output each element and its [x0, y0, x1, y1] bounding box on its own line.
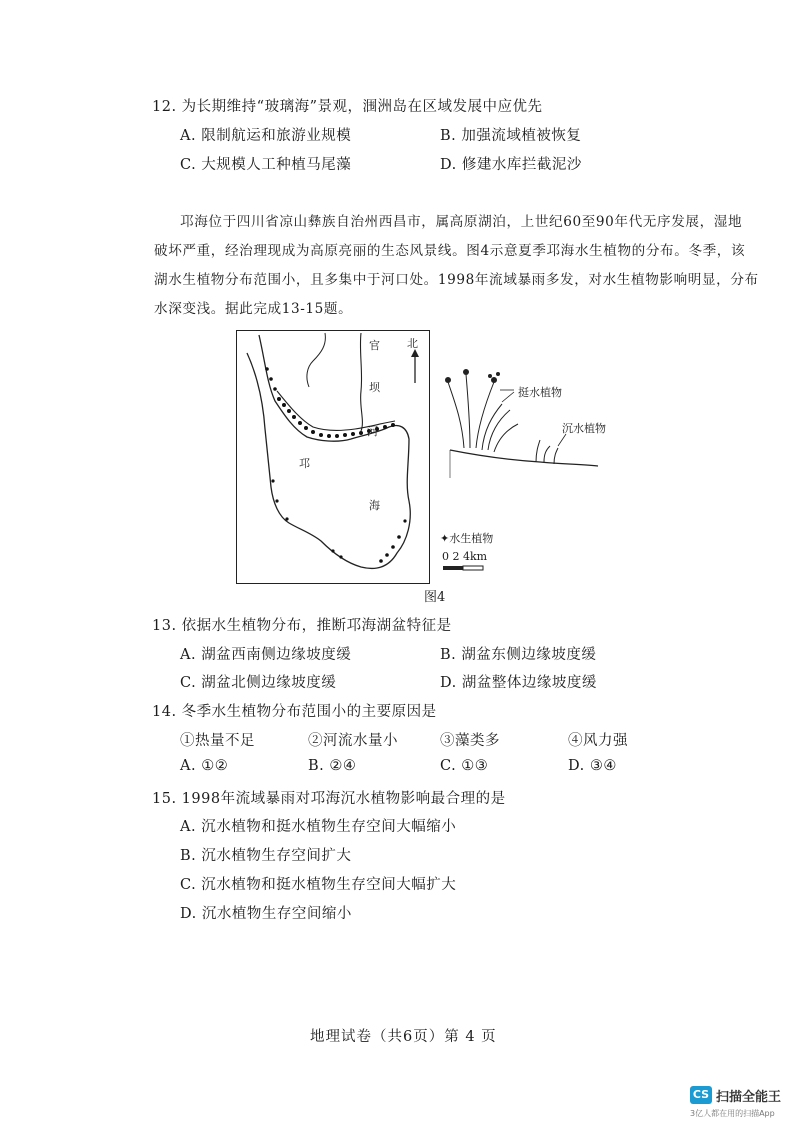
- north-label: 北: [407, 337, 418, 350]
- q13-option-d: D. 湖盆整体边缘坡度缓: [440, 675, 597, 691]
- camscanner-logo: CS: [690, 1086, 712, 1104]
- lake-char-1: 邛: [299, 457, 310, 470]
- q15-option-c: C. 沉水植物和挺水植物生存空间大幅扩大: [180, 877, 457, 893]
- q14-item-3: ③藻类多: [440, 733, 500, 749]
- river-char-3: 河: [367, 425, 378, 438]
- q12-option-d: D. 修建水库拦截泥沙: [440, 157, 582, 173]
- q14-option-a: A. ①②: [180, 758, 229, 774]
- legend-plant-label: 水生植物: [449, 532, 494, 545]
- q14-item-1: ①热量不足: [180, 733, 255, 749]
- q15-option-d: D. 沉水植物生存空间缩小: [180, 906, 352, 922]
- q15-option-a: A. 沉水植物和挺水植物生存空间大幅缩小: [180, 819, 457, 835]
- river-char-1: 官: [369, 339, 380, 352]
- q15-option-b: B. 沉水植物生存空间扩大: [180, 848, 352, 864]
- north-arrow-icon: [411, 349, 419, 385]
- q12-stem: 12. 为长期维持“玻璃海”景观，涠洲岛在区域发展中应优先: [152, 99, 543, 115]
- q14-option-b: B. ②④: [308, 758, 357, 774]
- camscanner-slogan: 3亿人都在用的扫描App: [690, 1109, 775, 1118]
- scale-label: 0 2 4km: [442, 550, 488, 563]
- q12-option-a: A. 限制航运和旅游业规模: [180, 128, 352, 144]
- q13-option-c: C. 湖盆北侧边缘坡度缓: [180, 675, 337, 691]
- lake-map: [236, 330, 430, 584]
- figure-caption: 图4: [424, 590, 446, 605]
- passage-line-2: 破坏严重，经治理现成为高原亮丽的生态风景线。图4示意夏季邛海水生植物的分布。冬季，该: [154, 243, 746, 259]
- lake-outline: [247, 335, 410, 568]
- lake-char-2: 海: [369, 499, 380, 512]
- camscanner-name: 扫描全能王: [716, 1090, 782, 1105]
- aquatic-plants: [265, 367, 406, 563]
- q14-option-d: D. ③④: [568, 758, 617, 774]
- passage-line-3: 湖水生植物分布范围小，且多集中于河口处。1998年流域暴雨多发，对水生植物影响明显，分布: [154, 272, 759, 288]
- q15-stem: 15. 1998年流域暴雨对邛海沉水植物影响最合理的是: [152, 791, 506, 807]
- q14-stem: 14. 冬季水生植物分布范围小的主要原因是: [152, 704, 437, 720]
- q14-item-2: ②河流水量小: [308, 733, 398, 749]
- q12-option-c: C. 大规模人工种植马尾藻: [180, 157, 352, 173]
- q13-stem: 13. 依据水生植物分布，推断邛海湖盆特征是: [152, 618, 452, 634]
- passage-line-4: 水深变浅。据此完成13-15题。: [154, 301, 353, 317]
- q14-item-4: ④风力强: [568, 733, 628, 749]
- river-char-2: 坝: [369, 381, 380, 394]
- river-guanba: [360, 333, 362, 431]
- q13-option-b: B. 湖盆东侧边缘坡度缓: [440, 647, 597, 663]
- scale-bar-icon: [442, 564, 488, 572]
- page-footer: 地理试卷（共6页）第 4 页: [310, 1029, 497, 1045]
- submerged-plant-label: 沉水植物: [562, 422, 606, 435]
- q13-option-a: A. 湖盆西南侧边缘坡度缓: [180, 647, 352, 663]
- lake-map-svg: [237, 331, 429, 583]
- river-west: [307, 333, 325, 387]
- legend-aquatic-plant: [440, 530, 493, 546]
- q14-option-c: C. ①③: [440, 758, 489, 774]
- emergent-plant-label: 挺水植物: [518, 386, 562, 399]
- q12-option-b: B. 加强流域植被恢复: [440, 128, 582, 144]
- passage-line-1: 邛海位于四川省凉山彝族自治州西昌市，属高原湖泊，上世纪60至90年代无序发展，湿地: [180, 214, 743, 230]
- plant-symbol-icon: ✦: [440, 532, 450, 545]
